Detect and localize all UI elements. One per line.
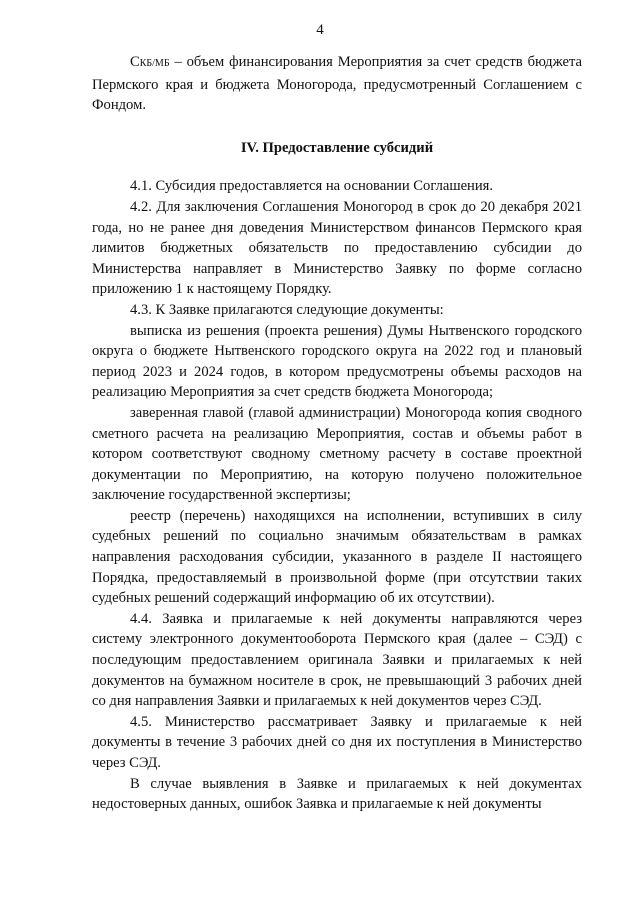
section-title: IV. Предоставление субсидий: [240, 139, 434, 156]
formula-symbol: С: [130, 54, 140, 70]
paragraph-4-2: 4.2. Для заключения Соглашения Моногород в срок до 20 декабря 2021 года, но не ранее дня доведения Министерством финансов Пермского края лимитов бюджетных обязательств по предоставлению субсидии до Министерства направляет в Министерство Заявку по форме согласно приложению 1 к настоящему Порядку.: [92, 198, 582, 298]
paragraph-errors: В случае выявления в Заявке и прилагаемых к ней документах недостоверных данных, ошибок Заявка и прилагаемые к ней документы: [92, 775, 582, 813]
paragraph-4-4: 4.4. Заявка и прилагаемые к ней документы направляются через систему электронного документооборота Пермского края (далее – СЭД) с последующим предоставлением оригинала Заявки и прилагаемых к ней документов на бумажном носителе в срок, не превышающий 3 рабочих дней со дня направления Заявки и прилагаемых к ней документов через СЭД.: [92, 610, 582, 710]
formula-subscript: КБ/МБ: [139, 58, 170, 69]
intro-text: – объем финансирования Мероприятия за счет средств бюджета Пермского края и бюджета Моногорода, предусмотренный Соглашением с Фондом.: [92, 54, 582, 114]
document-body: [92, 52, 582, 815]
list-item-estimate: заверенная главой (главой администрации) Моногорода копия сводного сметного расчета на реализацию Мероприятия, состав и объемы работ в котором соответствуют сводному сметному расчету в составе проектной документации по Мероприятию, на которую получено положительное заключение государственной экспертизы;: [92, 404, 582, 504]
list-item-registry: реестр (перечень) находящихся на исполнении, вступивших в силу судебных решений по социально значимым обязательствам в рамках направления расходования субсидии, указанного в разделе II настоящего Порядка, предоставляемый в произвольной форме (при отсутствии таких судебных решений содержащий информацию об их отсутствии).: [92, 507, 582, 607]
paragraph-4-1: 4.1. Субсидия предоставляется на основании Соглашения.: [130, 178, 494, 195]
intro-paragraph: [92, 52, 582, 116]
paragraph-4-3: 4.3. К Заявке прилагаются следующие документы:: [130, 301, 444, 318]
paragraph-4-5: 4.5. Министерство рассматривает Заявку и прилагаемые к ней документы в течение 3 рабочих дней со дня их поступления в Министерство через СЭД.: [92, 713, 582, 771]
list-item-extract: выписка из решения (проекта решения) Думы Нытвенского городского округа о бюджете Нытвенского городского округа на 2022 год и плановый период 2023 и 2024 годов, в котором предусмотрены объемы расходов на реализацию Мероприятия за счет средств бюджета Моногорода;: [92, 322, 582, 401]
page-number: 4: [316, 22, 324, 38]
